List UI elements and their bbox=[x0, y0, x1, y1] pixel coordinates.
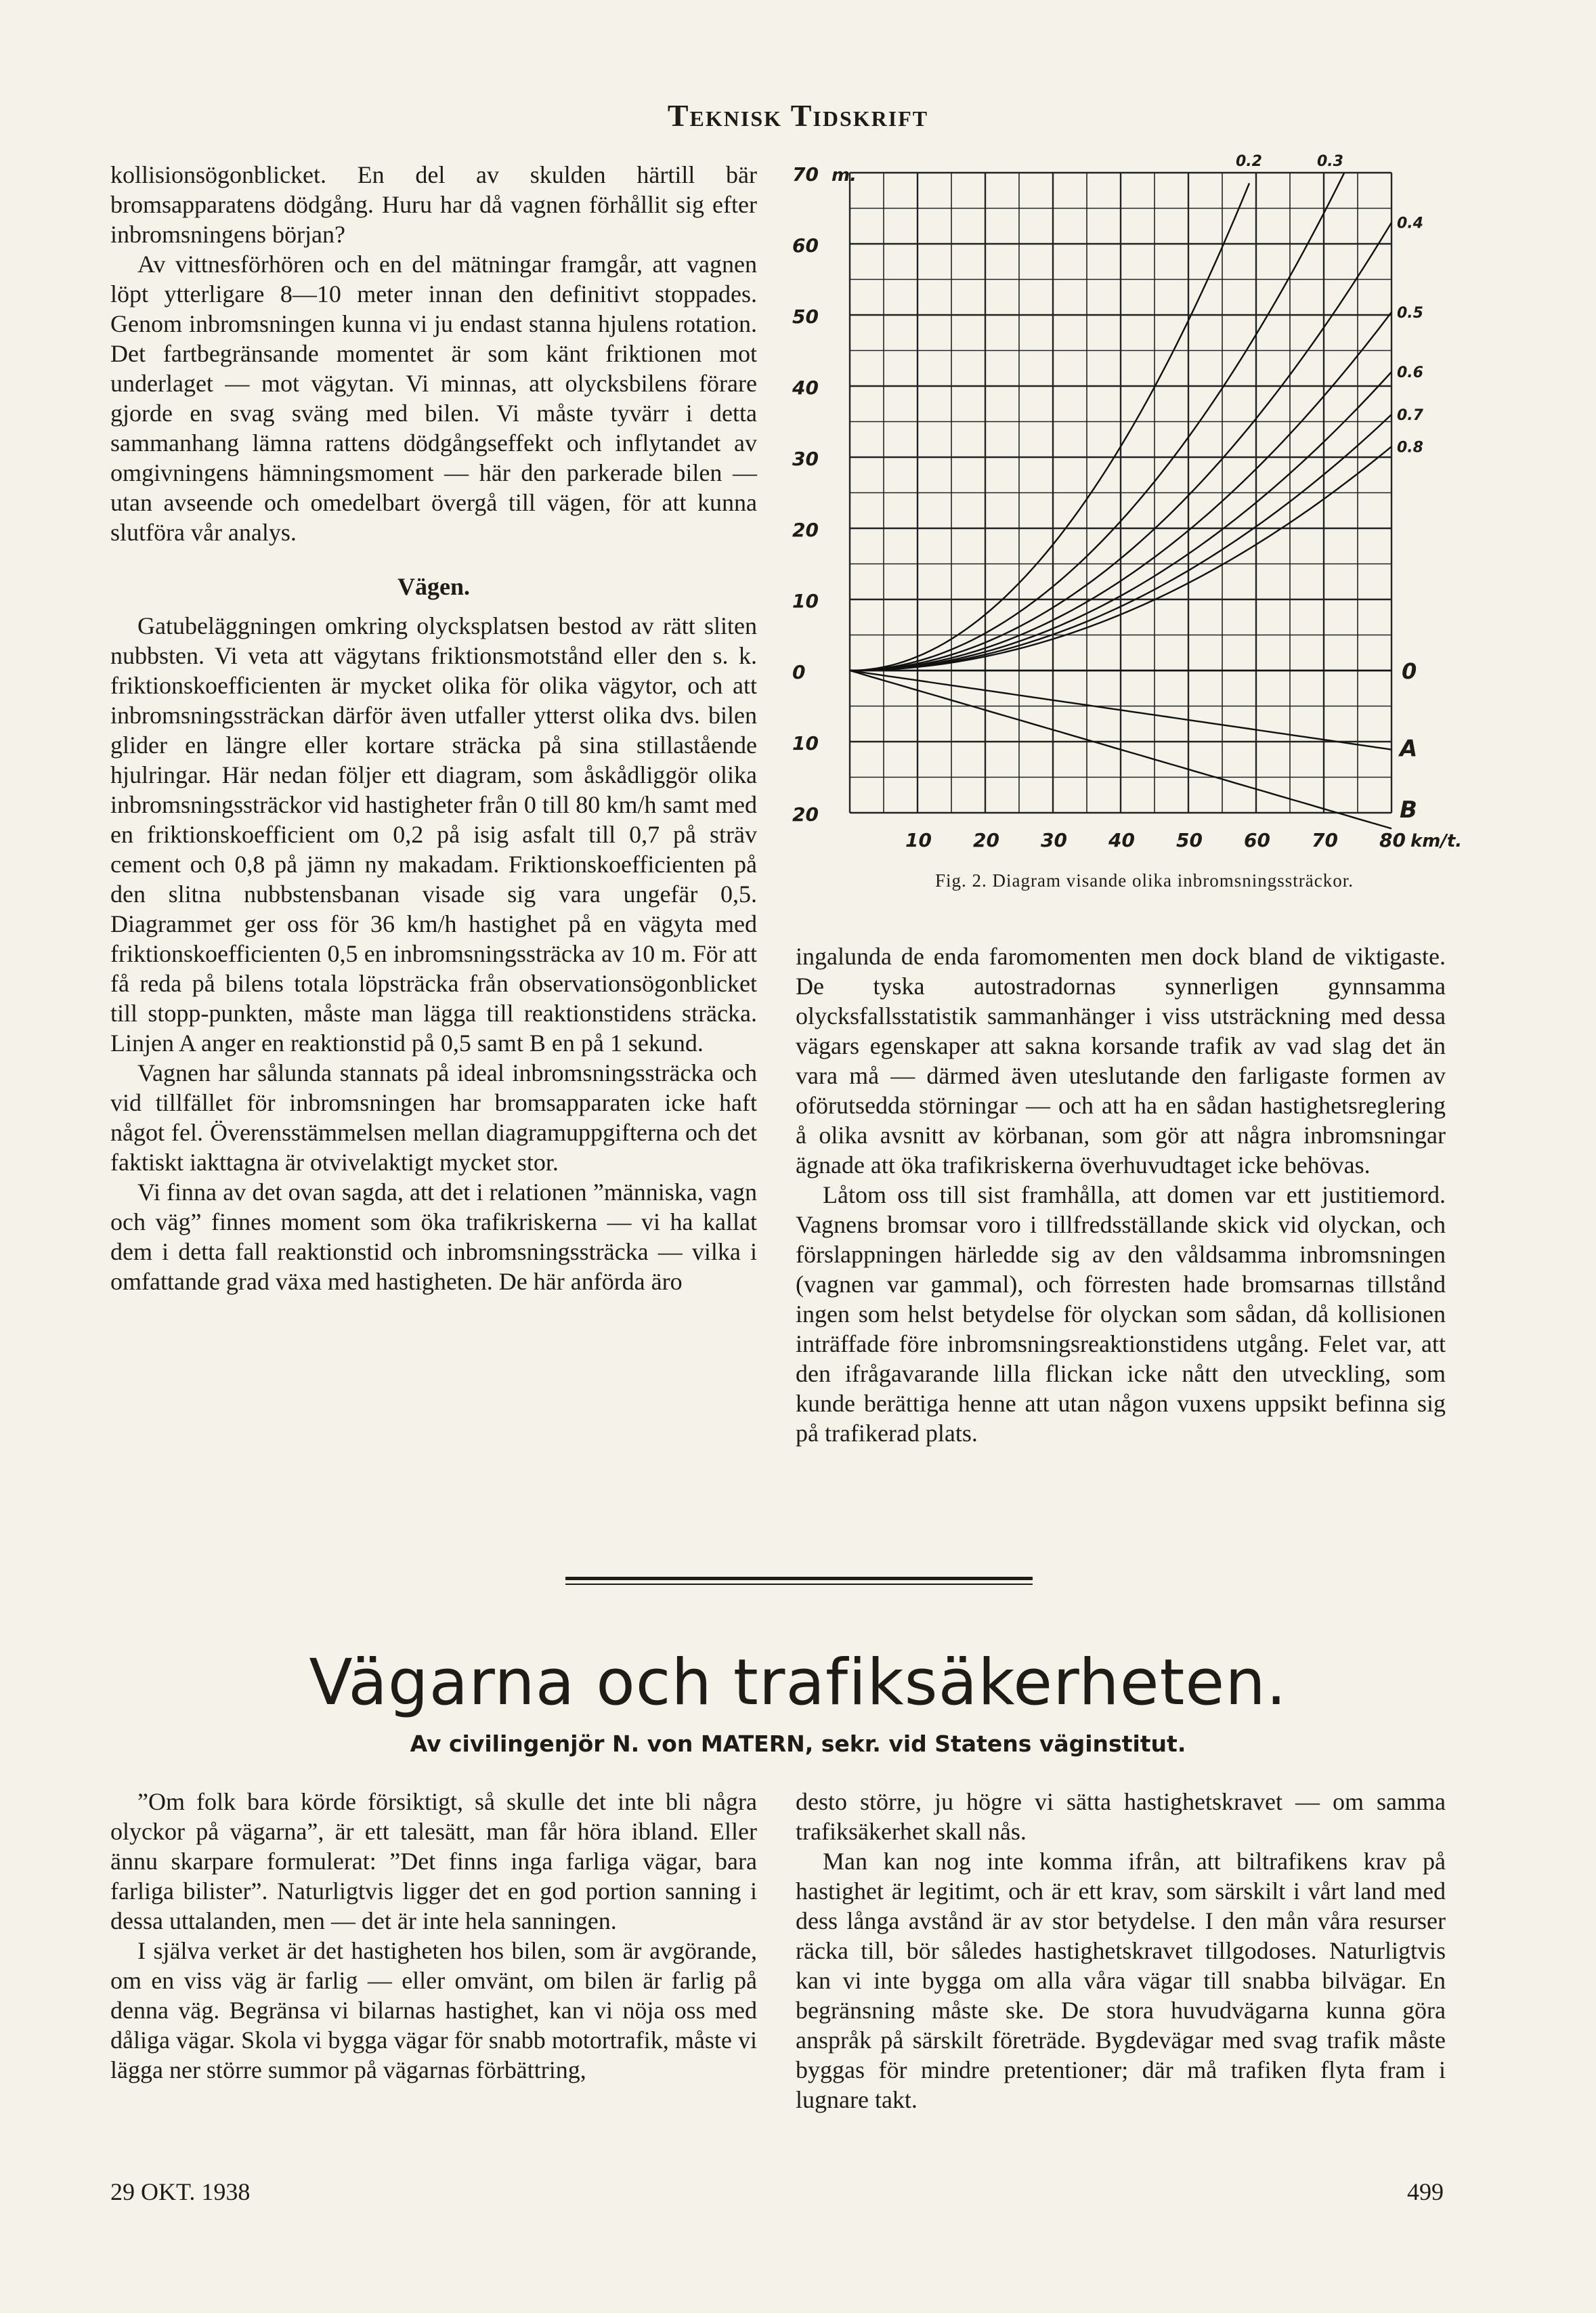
section-subheading: Vägen. bbox=[397, 573, 470, 600]
line-label: B bbox=[1400, 796, 1417, 824]
separator-rule bbox=[565, 1577, 1033, 1580]
x-tick-label: 20 bbox=[973, 829, 999, 851]
braking-distance-chart bbox=[779, 146, 1496, 864]
page-number: 499 bbox=[1407, 2178, 1444, 2205]
x-unit-label: km/t. bbox=[1410, 831, 1463, 851]
paragraph: Av vittnesförhören och en del mätningar framgår, att vagnen löpt ytterligare 8—10 meter innan den definitivt stoppades. Genom inbromsningen kunna vi ju endast stanna hjulens rotation. Det fartbegränsande momentet är som känt friktionen mot underlaget — mot vägytan. Vi minnas, att olycksbilens förare gjorde en svag sväng med bilen. Vi måste tyvärr i detta sammanhang lämna rattens dödgångseffekt och inflytandet av omgivningens hämningsmoment — här den parkerade bilen — utan avseende och omedelbart övergå till vägen, för att kunna slutföra vår analys. bbox=[110, 251, 757, 546]
article-title: Vägarna och trafiksäkerheten. bbox=[309, 1646, 1287, 1720]
paragraph: ”Om folk bara körde försiktigt, så skulle det inte bli några olyckor på vägarna”, är ett talesätt, man får höra ibland. Eller ännu skarpare formulerat: ”Det finns inga farliga vägar, bara farliga bilister”. Naturligtvis ligger det en god portion sanning i dessa uttalanden, men — det är inte hela sanningen. bbox=[110, 1788, 757, 1934]
paragraph: Vi finna av det ovan sagda, att det i relationen ”människa, vagn och väg” finnes moment som öka trafikriskerna — vi ha kallat dem i detta fall reaktionstid och inbromsningssträcka — vilka i omfattande grad växa med hastigheten. De här anförda äro bbox=[110, 1179, 757, 1295]
curve-label: 0.2 bbox=[1236, 153, 1262, 170]
y-tick-label: 40 bbox=[792, 377, 819, 399]
article1-right-column bbox=[796, 941, 1446, 1448]
y-tick-label: 10 bbox=[792, 590, 819, 612]
y-tick-label: 70 bbox=[792, 163, 819, 186]
paragraph: Man kan nog inte komma ifrån, att biltrafikens krav på hastighet är legitimt, och är ett krav, som särskilt i vårt land med dess långa avstånd är av stor betydelse. I den mån våra resurser räcka till, bör således hastighetskravet tillgodoses. Naturligtvis kan vi inte bygga om alla våra vägar till snabba bilvägar. En begränsning måste ske. De stora huvudvägarna kunna göra anspråk på särskilt företräde. Bygdevägar med svag trafik måste byggas för mindre pretentioner; där må trafiken flyta fram i lugnare takt. bbox=[796, 1848, 1446, 2113]
x-tick-label: 40 bbox=[1108, 829, 1135, 851]
x-tick-label: 30 bbox=[1041, 829, 1067, 851]
paragraph: Gatubeläggningen omkring olycksplatsen bestod av rätt sliten nubbsten. Vi veta att vägytans friktionsmotstånd eller den s. k. friktionskoefficienten är mycket olika för olika vägytor, och att inbromsningssträckan därför även utfaller ytterst olika dvs. bilen glider en längre eller kortare sträcka på sina stillastående hjulringar. Här nedan följer ett diagram, som åskådliggör olika inbromsningssträckor vid hastigheter från 0 till 80 km/h samt med en friktionskoefficient om 0,2 på isig asfalt till 0,7 på sträv cement och 0,8 på jämn ny makadam. Friktionskoefficienten på den slitna nubbstensbanan visade sig vara ungefär 0,5. Diagrammet ger oss för 36 km/h hastighet på en vägyta med friktionskoefficienten 0,5 en inbromsningssträcka av 10 m. För att få reda på bilens totala löpsträcka från observationsögonblicket till stopp-punkten, måste man lägga till reaktionstidens sträcka. Linjen A anger en reaktionstid på 0,5 samt B en på 1 sekund. bbox=[110, 612, 757, 1057]
y-tick-label: 10 bbox=[792, 732, 819, 755]
curve-label: 0.8 bbox=[1397, 439, 1423, 457]
y-tick-label: 30 bbox=[792, 448, 819, 470]
line-label: A bbox=[1400, 735, 1418, 763]
paragraph: Låtom oss till sist framhålla, att domen var ett justitiemord. Vagnens bromsar voro i tillfredsställande skick vid olyckan, och förslappningen härledde sig av den våldsamma inbromsningen (vagnen var gammal), och förresten hade bromsarnas tillstånd ingen som helst betydelse för olyckan som sådan, då kollisionen inträffade före inbromsningsreaktionstidens utgång. Felet var, att den ifrågavarande lilla flickan icke nått den utveckling, som kunde berättiga henne att utan någon vuxens uppsikt befinna sig på trafikerad plats. bbox=[796, 1181, 1446, 1447]
paragraph: desto större, ju högre vi sätta hastighetskravet — om samma trafiksäkerhet skall nås. bbox=[796, 1788, 1446, 1845]
journal-header: Teknisk Tidskrift bbox=[667, 98, 929, 133]
y-tick-label: 20 bbox=[792, 803, 819, 826]
article2-right-column bbox=[796, 1787, 1446, 2115]
y-tick-label: 50 bbox=[792, 305, 819, 328]
x-tick-label: 80 bbox=[1379, 829, 1406, 851]
article-byline: Av civilingenjör N. von MATERN, sekr. vid Statens väginstitut. bbox=[410, 1731, 1186, 1757]
footer-date: 29 OKT. 1938 bbox=[110, 2178, 251, 2205]
y-tick-label: 20 bbox=[792, 519, 819, 541]
curve-label: 0.6 bbox=[1397, 364, 1423, 381]
paragraph: kollisionsögonblicket. En del av skulden härtill bär bromsapparatens dödgång. Huru har då vagnen förhållit sig efter inbromsningens början? bbox=[110, 161, 757, 248]
curve-label: 0.7 bbox=[1397, 407, 1423, 424]
article1-left-column bbox=[110, 160, 757, 1296]
x-tick-label: 60 bbox=[1244, 829, 1270, 851]
curve-label: 0.5 bbox=[1397, 304, 1423, 322]
x-tick-label: 50 bbox=[1176, 829, 1203, 851]
figure-caption: Fig. 2. Diagram visande olika inbromsningssträckor. bbox=[935, 870, 1354, 891]
paragraph: ingalunda de enda faromomenten men dock bland de viktigaste. De tyska autostradornas synnerligen gynnsamma olycksfallsstatistik sammanhänger i viss utsträckning med dessa vägars egenskaper att sakna korsande trafik av vad slag det än vara må — därmed även uteslutande den farligaste formen av oförutsedda störningar — och att ha en sådan hastighetsreglering å olika avsnitt av körbanan, som gör att några inbromsningar ägnade att öka trafikriskerna överhuvudtaget icke behövas. bbox=[796, 943, 1446, 1179]
series-line-0-2 bbox=[850, 184, 1249, 671]
curve-label: 0.4 bbox=[1397, 215, 1423, 232]
article2-left-column bbox=[110, 1787, 757, 2085]
y-unit-label: m. bbox=[832, 165, 857, 186]
x-tick-label: 70 bbox=[1312, 829, 1338, 851]
separator-rule bbox=[565, 1584, 1033, 1585]
y-tick-label: 60 bbox=[792, 234, 819, 257]
paragraph: Vagnen har sålunda stannats på ideal inbromsningssträcka och vid tillfället för inbromsningen har bromsapparaten icke haft något fel. Överensstämmelsen mellan diagramuppgifterna och det faktiskt iakttagna är otvivelaktigt mycket stor. bbox=[110, 1059, 757, 1176]
curve-label: 0.3 bbox=[1317, 153, 1343, 170]
y-tick-label: 0 bbox=[792, 661, 806, 683]
x-tick-label: 10 bbox=[905, 829, 932, 851]
paragraph: I själva verket är det hastigheten hos bilen, som är avgörande, om en viss väg är farlig — eller omvänt, om bilen är farlig på denna väg. Begränsa vi bilarnas hastighet, kan vi nöja oss med dåliga vägar. Skola vi bygga vägar för snabb motortrafik, måste vi lägga ner större summor på vägarnas förbättring, bbox=[110, 1937, 757, 2083]
line-label: 0 bbox=[1402, 658, 1417, 684]
